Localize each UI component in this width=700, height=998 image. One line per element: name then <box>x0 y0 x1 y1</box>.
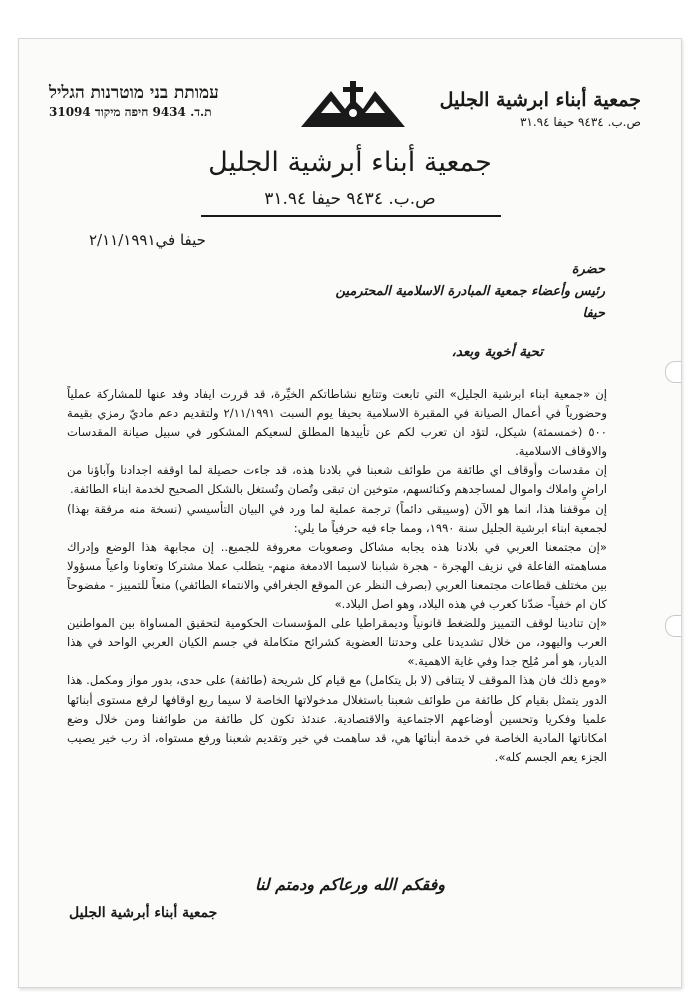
letterhead-hebrew-name: עמותת בני מוטרנות הגליל <box>49 83 219 103</box>
binder-hole-bottom <box>665 615 682 637</box>
greeting: تحية أخوية وبعد، <box>451 344 543 360</box>
signature: جمعية أبناء أبرشية الجليل <box>69 905 218 921</box>
letterhead-arabic-pob: ص.ب. ٩٤٣٤ حيفا ٣١.٩٤ <box>519 115 641 129</box>
closing-line: وفقكم الله ورعاكم ودمتم لنا <box>254 875 446 894</box>
mountain-cross-logo-icon <box>301 79 405 129</box>
address-line-3: حيفا <box>582 306 605 321</box>
letter-page <box>18 38 682 988</box>
organization-title: جمعية أبناء أبرشية الجليل <box>208 147 492 178</box>
binder-hole-top <box>665 361 682 383</box>
body-paragraph-1: إن «جمعية ابناء ابرشية الجليل» التي تابعت وتتابع نشاطاتكم الخيِّرة، قد قررت ايفاد وفد عنها للمشاركة عملياً وحضورياً في أعمال الصيانة في المقبرة الاسلامية بحيفا يوم السبت ٢/١١/١٩٩١ ولتقديم دعم ماديّ رمزي بقيمة ٥٠٠ (خمسمئة) شيكل، لتؤد ان تعرب لكم عن تأييدها المطلق لسعيكم المشكور في سبيل صيانة المقدسات والاوقاف الاسلامية. <box>67 387 607 459</box>
letter-body <box>67 385 607 767</box>
organization-pob: ص.ب. ٩٤٣٤ حيفا ٣١.٩٤ <box>264 189 436 209</box>
letter-date: حيفا في٢/١١/١٩٩١ <box>89 231 206 249</box>
title-divider <box>201 215 501 217</box>
address-line-2: رئيس وأعضاء جمعية المبادرة الاسلامية المحترمين <box>335 284 605 299</box>
body-quote-2: «إن تنادينا لوقف التمييز وللضغط قانونياً وديمقراطيا على المؤسسات الحكومية لتحقيق المساواة بين المواطنين العرب واليهود، من خلال تشديدنا على وحدتنا العضوية كشرائح متكاملة في جسم الكيان العربي الواحد في هذا الديار، هو أمر مُلِح جدا وفي غاية الاهمية.» <box>67 616 607 669</box>
body-quote-1: «إن مجتمعنا العربي في بلادنا هذه يجابه مشاكل وصعوبات معروفة للجميع.. إن مجابهة هذا الوضع وإدراك مساهمته الفاعلة في نزيف الهجرة - هجرة شبابنا لاسيما الادمغة منهم- يتطلب عملا مشتركا وتعاونا واعياً مسؤولا بين مختلف قطاعات مجتمعنا العربي (بصرف النظر عن الموقع الجغرافي والانتماء الطائفي) منعاً للتمييز - مفضوحاً كان ام خفياً- ضدّنا كعرب في هذه البلاد، وهو اصل البلاد.» <box>67 539 607 612</box>
body-paragraph-3: إن موقفنا هذا، انما هو الآن (وسيبقى دائماً) ترجمة عملية لما ورد في البيان التأسيسي (نسخة منه مرفقة بهذا) لجمعية ابناء ابرشية الجليل سنة ١٩٩٠، ومما جاء فيه حرفياً ما يلي: <box>67 501 607 535</box>
body-quote-3: «ومع ذلك فان هذا الموقف لا يتنافى (لا بل يتكامل) مع قيام كل شريحة (طائفة) على حدى، بدور مواز ومكمل. هذا الدور يتمثل بقيام كل طائفة من طوائف شعبنا باستغلال مدخولاتها الخاصة لا سيما ريع اوقافها لرفع مستوى أبنائها علميا وفكريا وتحسين أوضاعهم الاجتماعية والاقتصادية. عندئذ تكون كل طائفة من طوائفنا ومن خلال وضع امكاناتها المادية الخاصة في خدمة أبنائها هي، قد ساهمت في خير وتقديم شعبنا ورفع مستواه، اذ رب خير يصيب الجزء يعم الجسم كله». <box>67 673 607 764</box>
address-line-1: حضرة <box>571 262 605 277</box>
letterhead-arabic-name: جمعية أبناء ابرشية الجليل <box>439 89 641 111</box>
letterhead-hebrew-pob: ת.ד. 9434 חיפה מיקוד 31094 <box>49 105 212 119</box>
body-paragraph-2: إن مقدسات وأوقاف اي طائفة من طوائف شعبنا في بلادنا هذه، قد جاءت حصيلة لما اوقفه اجدادنا وآباؤنا من اراضٍ واملاك واموال لمساجدهم وكنائسهم، متوخين ان تبقى وتُصان وتُستغل بالشكل الصحيح لخدمة ابناء الطائفة. <box>67 463 607 497</box>
